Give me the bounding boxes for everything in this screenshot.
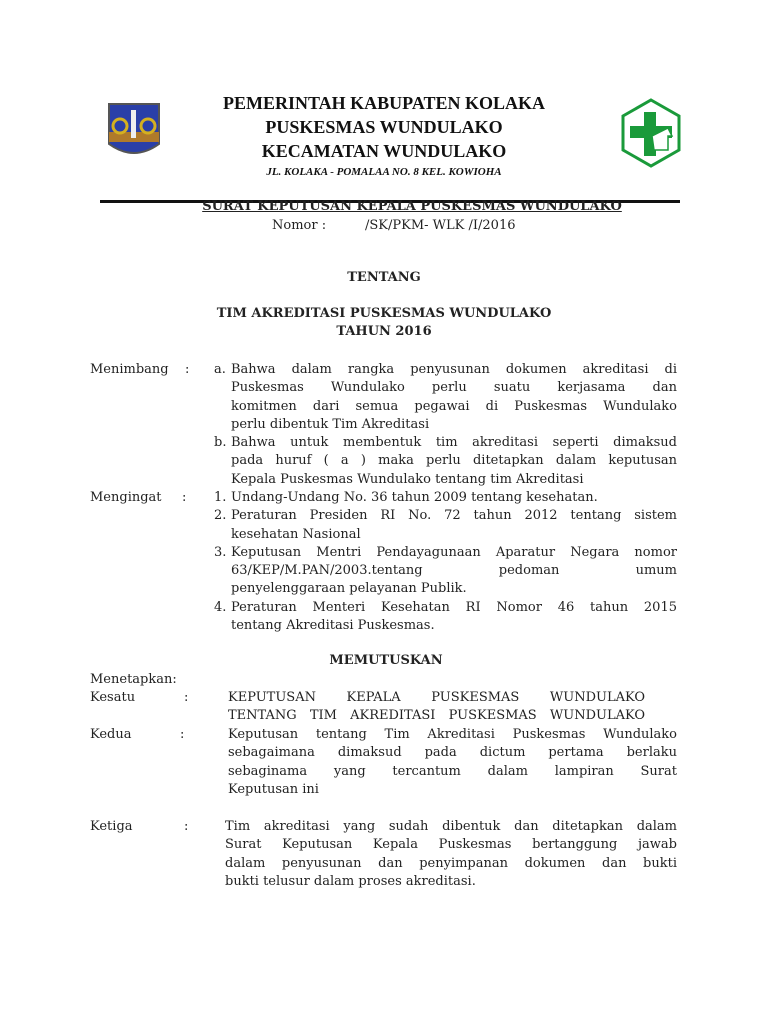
text-line: Keputusan ini [228, 781, 319, 797]
item-marker: a. [214, 362, 226, 377]
document-title: SURAT KEPUTUSAN KEPALA PUSKESMAS WUNDULAKO [202, 199, 622, 214]
kesatu-body [228, 689, 645, 726]
item-text [231, 434, 677, 489]
menimbang-label: Menimbang [90, 362, 169, 377]
item-marker: b. [214, 435, 227, 451]
subject-line2: TAHUN 2016 [336, 324, 432, 339]
text-line: perlu dibentuk Tim Akreditasi [231, 416, 430, 432]
ketiga-colon: : [184, 819, 189, 834]
text-line: Puskesmas Wundulako perlu suatu kerjasama dan [231, 380, 677, 396]
tentang-heading: TENTANG [347, 270, 421, 285]
text-line: sebaginama yang tercantum dalam lampiran Surat [228, 763, 677, 779]
kedua-label: Kedua [90, 727, 132, 742]
menetapkan-label: Menetapkan: [90, 672, 177, 687]
text-line: pada huruf ( a ) maka perlu ditetapkan dalam keputusan [231, 453, 677, 469]
text-line: Peraturan Presiden RI No. 72 tahun 2012 tentang sistem [231, 508, 677, 524]
item-text [231, 361, 677, 434]
text-line: sebagaimana dimaksud pada dictum pertama berlaku [228, 745, 677, 761]
menimbang-list [214, 361, 677, 489]
memutuskan-heading: MEMUTUSKAN [329, 653, 443, 668]
kedua-colon: : [180, 727, 185, 742]
text-line: Bahwa dalam rangka penyusunan dokumen akreditasi di [231, 362, 677, 377]
mengingat-label: Mengingat [90, 490, 162, 505]
mengingat-colon: : [182, 490, 187, 505]
text-line: kesehatan Nasional [231, 526, 361, 542]
subject-line1: TIM AKREDITASI PUSKESMAS WUNDULAKO [216, 306, 552, 321]
header-line3: KECAMATAN WUNDULAKO [261, 141, 507, 161]
menimbang-item [214, 361, 677, 434]
item-text [231, 489, 677, 507]
mengingat-item [214, 599, 677, 636]
text-line: bukti telusur dalam proses akreditasi. [225, 873, 476, 889]
item-text [231, 507, 677, 544]
text-line: tentang Akreditasi Puskesmas. [231, 618, 435, 634]
ketiga-body [225, 818, 677, 891]
kesatu-colon: : [184, 690, 189, 705]
kesatu-label: Kesatu [90, 690, 136, 705]
text-line: KEPUTUSAN KEPALA PUSKESMAS WUNDULAKO [228, 690, 645, 705]
nomor-label: Nomor : [272, 218, 327, 233]
text-line: Undang-Undang No. 36 tahun 2009 tentang kesehatan. [231, 490, 598, 505]
item-marker: 1. [214, 490, 227, 505]
mengingat-list [214, 489, 677, 635]
text-line: dalam penyusunan dan penyimpanan dokumen dan bukti [225, 855, 677, 871]
header-line2: PUSKESMAS WUNDULAKO [265, 117, 503, 137]
text-line: penyelenggaraan pelayanan Publik. [231, 581, 467, 597]
nomor-value: /SK/PKM- WLK /I/2016 [365, 218, 516, 233]
text-line: Kepala Puskesmas Wundulako tentang tim Akreditasi [231, 471, 584, 487]
item-text [231, 599, 677, 636]
text-line: Keputusan tentang Tim Akreditasi Puskesmas Wundulako [228, 727, 677, 742]
item-marker: 4. [214, 599, 227, 615]
text-line: komitmen dari semua pegawai di Puskesmas Wundulako [231, 398, 677, 414]
text-line: Keputusan Mentri Pendayagunaan Aparatur Negara nomor [231, 544, 677, 560]
mengingat-item [214, 544, 677, 599]
item-marker: 3. [214, 544, 227, 560]
item-marker: 2. [214, 508, 227, 524]
ketiga-label: Ketiga [90, 819, 133, 834]
text-line: Peraturan Menteri Kesehatan RI Nomor 46 tahun 2015 [231, 599, 677, 615]
header-line1: PEMERINTAH KABUPATEN KOLAKA [222, 93, 545, 113]
text-line: Bahwa untuk membentuk tim akreditasi seperti dimaksud [231, 435, 677, 451]
header-address: JL. KOLAKA - POMALAA NO. 8 KEL. KOWIOHA [266, 166, 502, 178]
text-line: TENTANG TIM AKREDITASI PUSKESMAS WUNDULAKO [228, 708, 645, 724]
mengingat-item [214, 489, 677, 507]
text-line: 63/KEP/M.PAN/2003.tentang pedoman umum [231, 563, 677, 579]
menimbang-colon: : [185, 362, 190, 377]
item-text [231, 544, 677, 599]
kedua-body [228, 726, 677, 799]
menimbang-item [214, 434, 677, 489]
mengingat-item [214, 507, 677, 544]
text-line: Tim akreditasi yang sudah dibentuk dan ditetapkan dalam [225, 819, 677, 834]
text-line: Surat Keputusan Kepala Puskesmas bertanggung jawab [225, 837, 677, 853]
